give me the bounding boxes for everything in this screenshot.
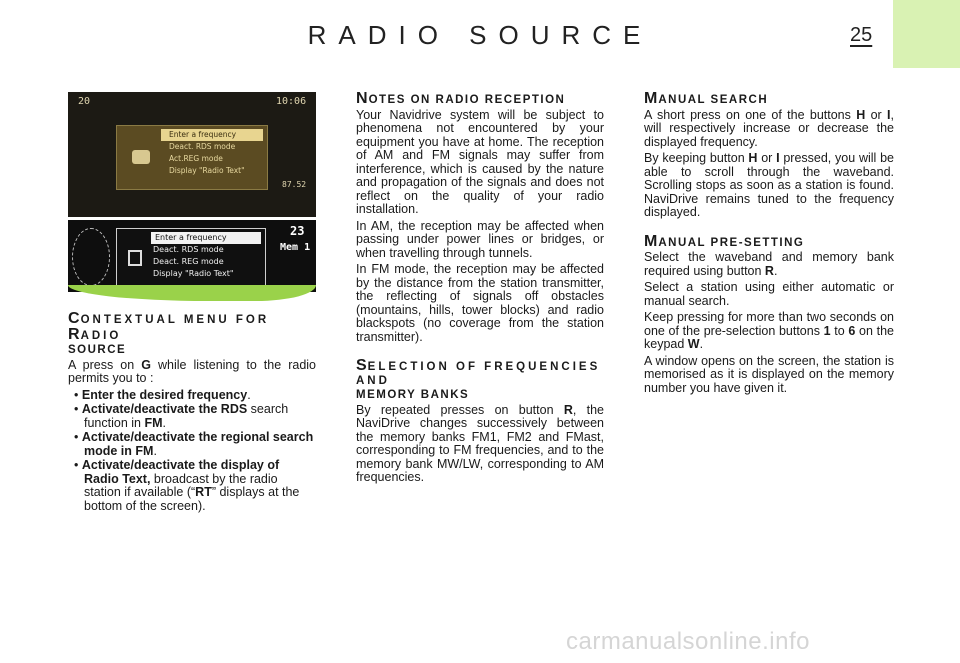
paragraph: By repeated presses on button R, the NaviDrive changes successively between the memory banks FM1, FM2 and FMast, corresponding to FM frequencies, and to the memory bank MW/LW, corresponding to AM frequencies. bbox=[356, 402, 604, 484]
manual-section bbox=[644, 92, 894, 398]
page-title: RADIO SOURCE bbox=[307, 20, 653, 50]
screen-photo-top bbox=[68, 92, 316, 217]
menu-item: Act.REG mode bbox=[169, 154, 223, 163]
section-heading: SELECTION OF FREQUENCIES AND bbox=[356, 357, 601, 387]
menu-item: Display "Radio Text" bbox=[153, 269, 234, 278]
section-heading-line2: MEMORY BANKS bbox=[356, 389, 470, 401]
section-heading: NOTES ON RADIO RECEPTION bbox=[356, 90, 566, 107]
paragraph: Your Navidrive system will be subject to phenomena not encountered by your equipment you have at home. The reception of AM and FM signals may suffer from interference, which is caused by the nature and propagation of the signals and does not reflect on the quality of your radio installation. bbox=[356, 107, 604, 216]
section-heading: MANUAL SEARCH bbox=[644, 90, 769, 107]
screen-photo-bottom bbox=[68, 220, 316, 292]
paragraph: By keeping button H or I pressed, you will be able to scroll through the waveband. Scrolling stops as soon as a station is found. NaviDrive remains tuned to the frequency displayed. bbox=[644, 151, 894, 219]
frequency-value: 87.52 bbox=[282, 180, 307, 189]
radio-icon bbox=[132, 150, 150, 164]
paragraph: A window opens on the screen, the station is memorised as it is displayed on the memory number you have given it. bbox=[644, 353, 894, 395]
list-item: • Enter the desired frequency. bbox=[74, 387, 251, 402]
paragraph: In AM, the reception may be affected when passing under power lines or bridges, or when travelling through tunnels. bbox=[356, 218, 604, 260]
section-heading-line2: SOURCE bbox=[68, 344, 127, 356]
paragraph: Select a station using either automatic or manual search. bbox=[644, 280, 894, 308]
menu-item: Deact. RDS mode bbox=[153, 245, 224, 254]
list-item: • Activate/deactivate the regional search mode in FM. bbox=[74, 430, 314, 458]
paragraph: A press on G while listening to the radio permits you to : bbox=[68, 357, 316, 385]
menu-item: Deact. RDS mode bbox=[169, 142, 236, 151]
section-heading: CONTEXTUAL MENU FOR RADIO bbox=[68, 310, 270, 343]
paragraph: A short press on one of the buttons H or I, will respectively increase or decrease the displayed frequency. bbox=[644, 107, 894, 149]
memory-label: Mem 1 bbox=[280, 242, 311, 253]
notes-section bbox=[356, 92, 604, 488]
menu-item: Deact. REG mode bbox=[153, 257, 224, 266]
page-number: 25 bbox=[850, 24, 873, 46]
status-right: 10:06 bbox=[276, 96, 307, 107]
paragraph: Keep pressing for more than two seconds on one of the pre-selection buttons 1 to 6 on the keypad W. bbox=[644, 310, 894, 351]
contextual-menu-section bbox=[68, 312, 316, 514]
watermark: carmanualsonline.info bbox=[566, 628, 810, 655]
status-right: 23 bbox=[290, 224, 305, 238]
menu-item: Enter a frequency bbox=[151, 232, 261, 244]
paragraph: Select the waveband and memory bank required using button R. bbox=[644, 250, 894, 278]
menu-item: Display "Radio Text" bbox=[169, 166, 245, 175]
radio-icon bbox=[128, 250, 142, 266]
paragraph: In FM mode, the reception may be affected by the distance from the station transmitter, the reflecting of signals off obstacles (mountains, hills, tower blocks) and radio blackspots (no coverage from the station transmitter). bbox=[356, 262, 604, 344]
accent-bar bbox=[68, 285, 316, 301]
section-heading: MANUAL PRE-SETTING bbox=[644, 232, 805, 250]
list-item: • Activate/deactivate the display of Radio Text, broadcast by the radio station if available (“RT” displays at the bottom of the screen). bbox=[74, 458, 300, 513]
dial-graphic bbox=[72, 228, 110, 286]
list-item: • Activate/deactivate the RDS search function in FM. bbox=[74, 402, 289, 430]
menu-item: Enter a frequency bbox=[161, 129, 263, 141]
status-left: 20 bbox=[78, 96, 91, 107]
